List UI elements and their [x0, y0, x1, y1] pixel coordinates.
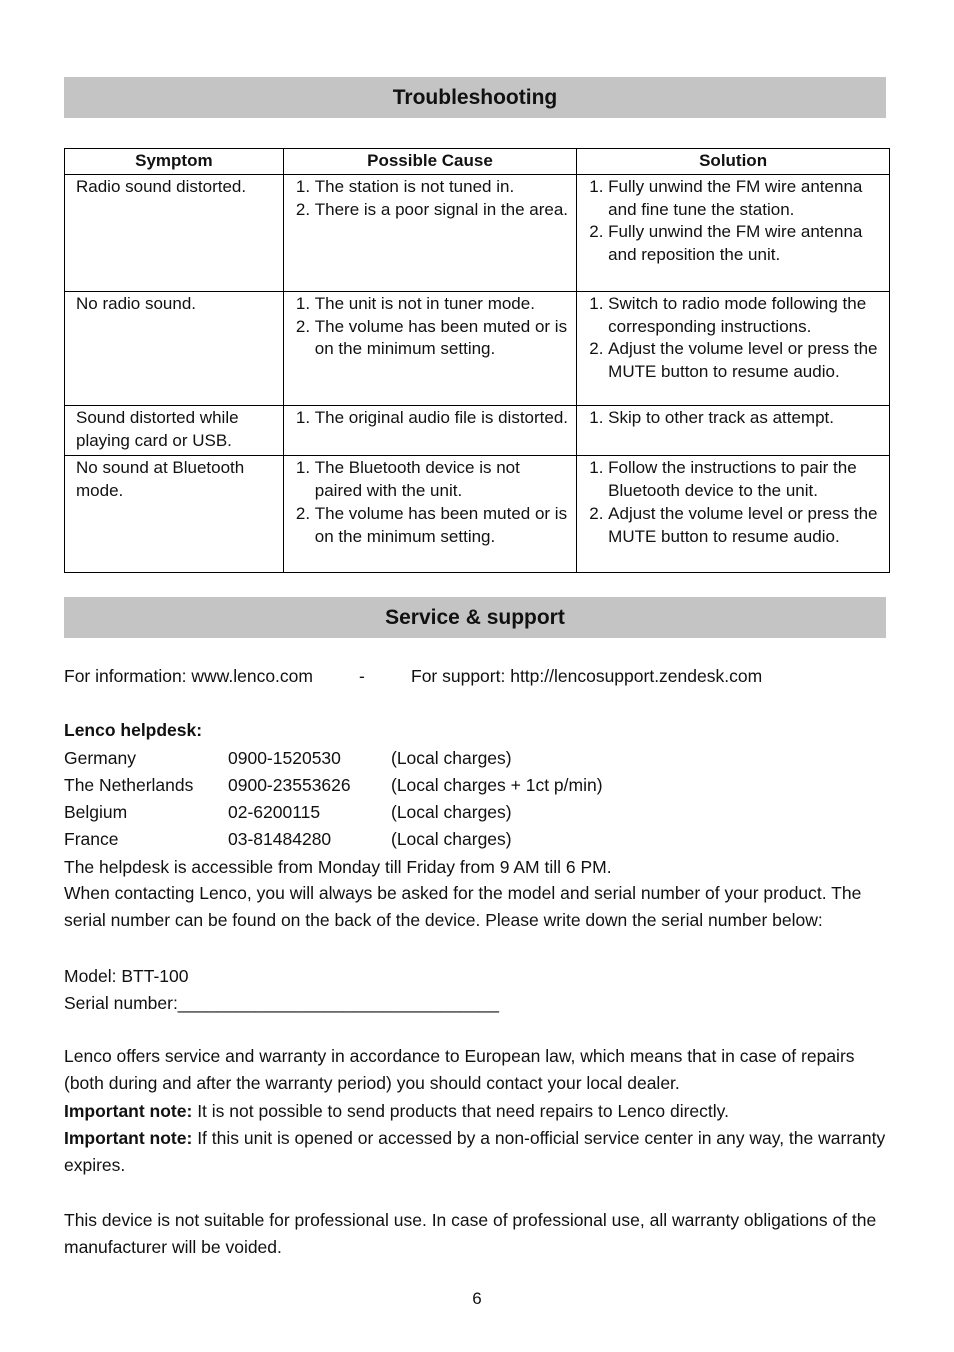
- helpdesk-row: [64, 829, 864, 851]
- country: The Netherlands: [64, 775, 194, 795]
- list-item: 1. The Bluetooth device is not paired with the unit.: [315, 457, 570, 502]
- helpdesk-hours: The helpdesk is accessible from Monday till Friday from 9 AM till 6 PM.: [64, 857, 612, 877]
- symptom-cell: Radio sound distorted.: [65, 175, 284, 292]
- symptom-cell: No radio sound.: [65, 292, 284, 406]
- cause-cell: [283, 292, 576, 406]
- solution-header: Solution: [577, 149, 890, 175]
- cause-cell: [283, 175, 576, 292]
- table-row: [65, 456, 890, 573]
- list-item: 2. Adjust the volume level or press the MUTE button to resume audio.: [608, 503, 883, 548]
- solution-cell: [577, 456, 890, 573]
- page-number: 6: [472, 1289, 482, 1308]
- list-item: 1. The station is not tuned in.: [315, 176, 570, 199]
- phone: 03-81484280: [228, 829, 332, 849]
- list-item: 1. Fully unwind the FM wire antenna and fine tune the station.: [608, 176, 883, 221]
- list-item: 2. Adjust the volume level or press the MUTE button to resume audio.: [608, 338, 883, 383]
- professional-use-paragraph: This device is not suitable for professional use. In case of professional use, all warranty obligations of the manufacturer will be voided.: [64, 1210, 877, 1258]
- troubleshooting-heading: Troubleshooting: [64, 77, 886, 118]
- list-item: 1. The original audio file is distorted.: [315, 407, 570, 430]
- charges: (Local charges): [391, 802, 512, 822]
- helpdesk-row: [64, 775, 864, 797]
- charges: (Local charges + 1ct p/min): [391, 775, 603, 795]
- info-line: [64, 666, 313, 687]
- helpdesk-title: Lenco helpdesk:: [64, 720, 203, 740]
- list-item: 2. The volume has been muted or is on the minimum setting.: [315, 503, 570, 548]
- important-note-2: [64, 1125, 892, 1180]
- table-row: [65, 175, 890, 292]
- symptom-cell: No sound at Bluetooth mode.: [65, 456, 284, 573]
- service-support-heading: Service & support: [64, 597, 886, 638]
- solution-cell: [577, 175, 890, 292]
- possible-cause-header: Possible Cause: [283, 149, 576, 175]
- important-note-1: [64, 1098, 892, 1125]
- note-text: It is not possible to send products that need repairs to Lenco directly.: [192, 1101, 729, 1121]
- charges: (Local charges): [391, 748, 512, 768]
- phone: 0900-1520530: [228, 748, 341, 768]
- list-item: 2. There is a poor signal in the area.: [315, 199, 570, 222]
- info-text: For information: www.lenco.com: [64, 666, 313, 686]
- list-item: 1. Skip to other track as attempt.: [608, 407, 883, 430]
- table-header-row: [65, 149, 890, 175]
- note-text: If this unit is opened or accessed by a non-official service center in any way, the warranty expires.: [64, 1128, 886, 1176]
- solution-cell: [577, 406, 890, 456]
- note-label: Important note:: [64, 1101, 193, 1121]
- list-item: 2. The volume has been muted or is on the minimum setting.: [315, 316, 570, 361]
- contact-paragraph: When contacting Lenco, you will always be asked for the model and serial number of your product. The serial number can be found on the back of the device. Please write down the serial number below:: [64, 883, 862, 931]
- country: Germany: [64, 748, 136, 768]
- table-row: [65, 292, 890, 406]
- note-label: Important note:: [64, 1128, 193, 1148]
- country: France: [64, 829, 119, 849]
- troubleshooting-table: [64, 148, 890, 573]
- list-item: 1. Switch to radio mode following the corresponding instructions.: [608, 293, 883, 338]
- cause-cell: [283, 456, 576, 573]
- table-row: [65, 406, 890, 456]
- warranty-paragraph: Lenco offers service and warranty in accordance to European law, which means that in case of repairs (both during and after the warranty period) you should contact your local dealer.: [64, 1046, 855, 1094]
- phone: 02-6200115: [228, 802, 321, 822]
- solution-cell: [577, 292, 890, 406]
- support-text: For support: http://lencosupport.zendesk.com: [411, 666, 763, 686]
- list-item: 1. Follow the instructions to pair the Bluetooth device to the unit.: [608, 457, 883, 502]
- charges: (Local charges): [391, 829, 512, 849]
- model-line: Model: BTT-100: [64, 966, 189, 986]
- helpdesk-row: [64, 748, 864, 770]
- helpdesk-row: [64, 802, 864, 824]
- symptom-header: Symptom: [65, 149, 284, 175]
- separator: -: [359, 666, 365, 686]
- symptom-cell: Sound distorted while playing card or USB.: [65, 406, 284, 456]
- list-item: 2. Fully unwind the FM wire antenna and reposition the unit.: [608, 221, 883, 266]
- country: Belgium: [64, 802, 128, 822]
- list-item: 1. The unit is not in tuner mode.: [315, 293, 570, 316]
- serial-line: Serial number:_________________________________: [64, 993, 499, 1013]
- cause-cell: [283, 406, 576, 456]
- phone: 0900-23553626: [228, 775, 351, 795]
